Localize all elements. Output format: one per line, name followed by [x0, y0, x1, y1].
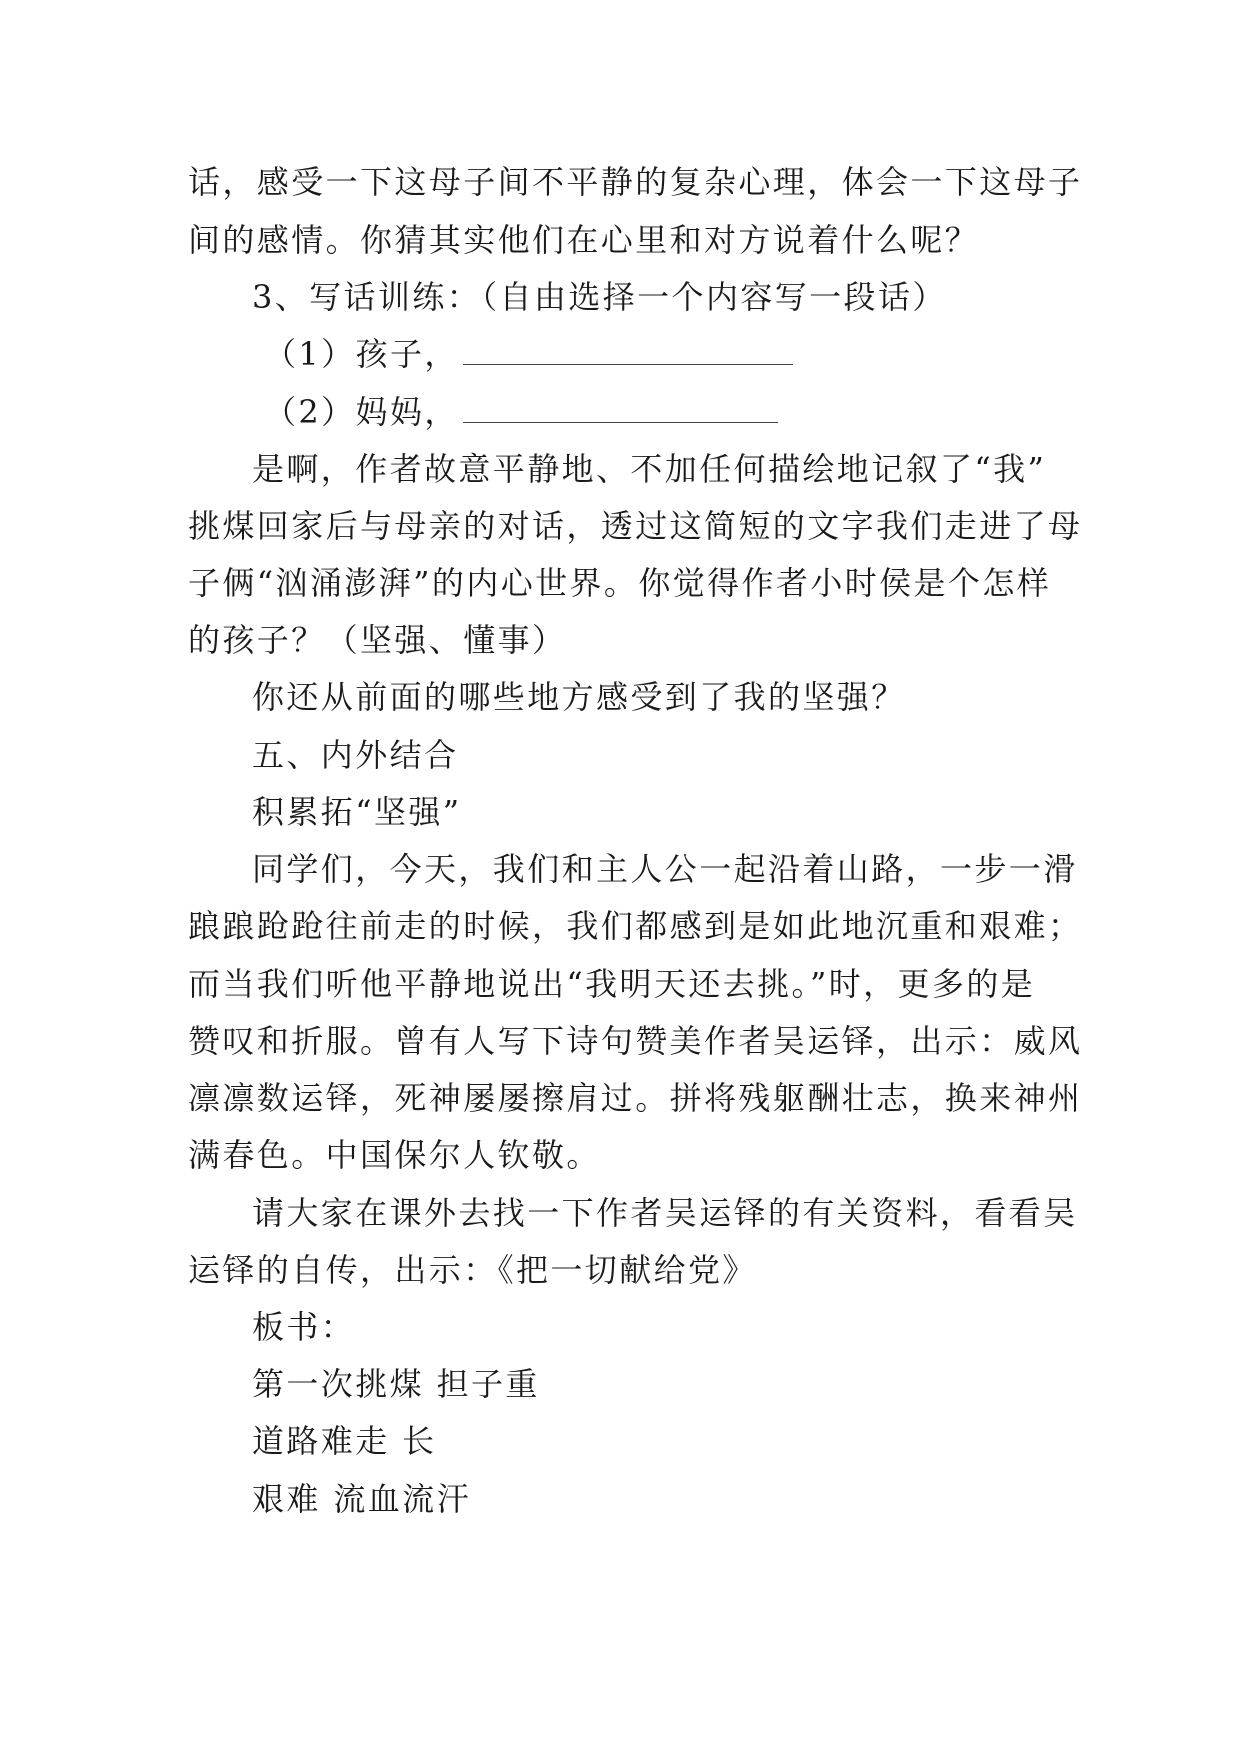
paragraph-line: 间的感情。你猜其实他们在心里和对方说着什么呢？ — [188, 221, 980, 259]
paragraph-line: 挑煤回家后与母亲的对话，透过这简短的文字我们走进了母 — [188, 507, 1083, 545]
fill-in-line-child — [264, 332, 1130, 376]
paragraph-line: 凛凛数运铎，死神屡屡擦肩过。拼将残躯酬壮志，换来神州 — [188, 1079, 1083, 1117]
paragraph-line: 是啊，作者故意平静地、不加任何描绘地记叙了“我” — [252, 450, 1047, 488]
paragraph-line: 赞叹和折服。曾有人写下诗句赞美作者吴运铎，出示：威风 — [188, 1022, 1083, 1060]
paragraph-line: 运铎的自传，出示：《把一切献给党》 — [188, 1251, 757, 1289]
paragraph-line: 而当我们听他平静地说出“我明天还去挑。”时，更多的是 — [188, 965, 1036, 1003]
fill-in-label: （2）妈妈， — [264, 393, 459, 431]
fill-in-label: （1）孩子， — [264, 335, 459, 373]
board-item: 第一次挑煤 担子重 — [252, 1365, 540, 1403]
fill-in-line-mother — [264, 390, 1130, 434]
board-item: 艰难 流血流汗 — [252, 1480, 471, 1518]
paragraph-line: 积累拓“坚强” — [252, 793, 462, 831]
paragraph-line: 子俩“汹涌澎湃”的内心世界。你觉得作者小时侯是个怎样 — [188, 564, 1052, 602]
section-heading: 五、内外结合 — [252, 736, 459, 774]
board-item: 道路难走 长 — [252, 1422, 437, 1460]
board-heading: 板书： — [252, 1308, 356, 1346]
fill-in-blank[interactable] — [463, 396, 778, 423]
fill-in-blank[interactable] — [463, 338, 793, 365]
paragraph-line: 请大家在课外去找一下作者吴运铎的有关资料，看看吴 — [252, 1194, 1078, 1232]
paragraph-line: 同学们，今天，我们和主人公一起沿着山路，一步一滑 — [252, 850, 1078, 888]
paragraph-line: 的孩子？（坚强、懂事） — [188, 621, 567, 659]
paragraph-line: 踉踉跄跄往前走的时候，我们都感到是如此地沉重和艰难； — [188, 907, 1083, 945]
paragraph-line: 满春色。中国保尔人钦敬。 — [188, 1136, 601, 1174]
paragraph-line: 你还从前面的哪些地方感受到了我的坚强？ — [252, 678, 906, 716]
paragraph-line: 3、写话训练：（自由选择一个内容写一段话） — [252, 278, 947, 316]
paragraph-line: 话，感受一下这母子间不平静的复杂心理，体会一下这母子 — [188, 163, 1083, 201]
